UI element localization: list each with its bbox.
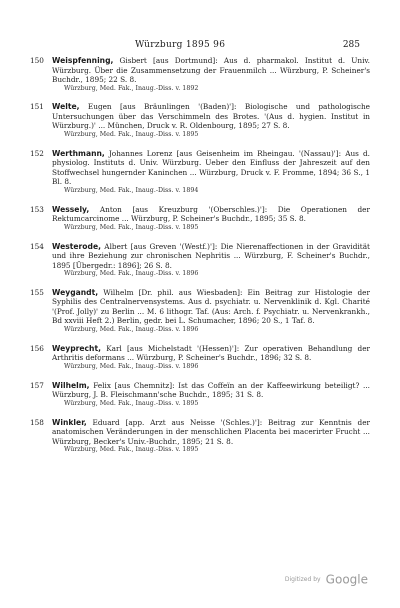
running-title: Würzburg 1895 96 [135, 40, 226, 50]
dissertation-note: Würzburg, Med. Fak., Inaug.-Diss. v. 1895 [64, 446, 199, 454]
entry-citation [52, 381, 370, 400]
citation-text: Gisbert [aus Dortmund]: Aus d. pharmakol. Institut d. Univ. Würzburg. Über die Zusammensetzung der Frauenmilch ... Würzburg, P. Scheiner's Buchdr., 1895; 22 S. 8. [52, 56, 370, 84]
citation-text: Felix [aus Chemnitz]: Ist das Coffeïn an der Kaffeewirkung beteiligt? ... Würzburg, J. B. Fleischmann'sche Buchdr., 1895; 31 S. 8. [52, 380, 370, 400]
dissertation-note: Würzburg, Med. Fak., Inaug.-Diss. v. 1892 [64, 84, 199, 92]
citation-text: Eduard [app. Arzt aus Neisse '(Schles.)']: Beitrag zur Kenntnis der anatomischen Veränderungen in der menschlichen Placenta bei macerirter Frucht ... Würzburg, Becker's Univ.-Buchdr., 1895; 21 S. 8. [52, 417, 370, 446]
dissertation-note: Würzburg, Med. Fak., Inaug.-Diss. v. 1895 [64, 399, 199, 407]
watermark-brand: Google [325, 572, 368, 587]
citation-text: Eugen [aus Bräunlingen '(Baden)']: Biologische und pathologische Untersuchungen über das Verschimmeln des Brotes. '(Aus d. hygien. Institut in Würzburg.)' ... München, Druck v. R. Oldenbourg, 1895; 27 S. 8. [52, 102, 370, 131]
entry-citation [52, 344, 370, 363]
entry-number: 151 [30, 102, 44, 112]
list-item [30, 56, 370, 93]
watermark-prefix: Digitized by [284, 576, 321, 583]
author-name: Wilhelm, [52, 380, 90, 390]
entry-citation [52, 288, 370, 326]
dissertation-note: Würzburg, Med. Fak., Inaug.-Diss. v. 1896 [64, 270, 199, 278]
entry-citation [52, 242, 370, 271]
entry-number: 156 [30, 343, 44, 353]
author-name: Werthmann, [52, 148, 105, 158]
entry-citation [52, 205, 370, 224]
entry-number: 152 [30, 148, 44, 158]
author-name: Weispfenning, [52, 56, 114, 65]
page-number: 285 [342, 40, 360, 50]
entry-number: 157 [30, 380, 44, 390]
list-item [30, 149, 370, 196]
entry-citation [52, 149, 370, 187]
dissertation-note: Würzburg, Med. Fak., Inaug.-Diss. v. 1895 [64, 223, 199, 231]
entry-list [30, 56, 370, 464]
dissertation-note: Würzburg, Med. Fak., Inaug.-Diss. v. 1895 [64, 130, 199, 138]
entry-citation [52, 418, 370, 447]
entry-number: 154 [30, 241, 44, 251]
citation-text: Johannes Lorenz [aus Geisenheim im Rheingau. '(Nassau)']: Aus d. physiolog. Instituts d. Univ. Würzburg. Ueber den Einfluss der Jahreszeit auf den Stoffwechsel hungernder Kaninchen ... Würzburg, Druck v. F. Fromme, 1894; 36 S., 1 Bl. 8. [52, 148, 370, 187]
entry-number: 155 [30, 287, 44, 297]
list-item [30, 102, 370, 139]
dissertation-note: Würzburg, Med. Fak., Inaug.-Diss. v. 1894 [64, 186, 199, 194]
dissertation-note: Würzburg, Med. Fak., Inaug.-Diss. v. 1896 [64, 362, 199, 370]
dissertation-note: Würzburg, Med. Fak., Inaug.-Diss. v. 1896 [64, 325, 199, 333]
entry-number: 150 [30, 56, 44, 65]
google-watermark [285, 569, 368, 588]
entry-citation [52, 56, 370, 85]
author-name: Welte, [52, 102, 80, 112]
citation-text: Anton [aus Kreuzburg '(Oberschles.)']: Die Operationen der Rektumcarcinome ... Würzburg, P. Scheiner's Buchdr., 1895; 35 S. 8. [52, 204, 370, 224]
author-name: Weygandt, [52, 287, 99, 297]
author-name: Westerode, [52, 241, 101, 251]
list-item [30, 418, 370, 455]
list-item [30, 381, 370, 409]
citation-text: Karl [aus Michelstadt '(Hessen)']: Zur operativen Behandlung der Arthritis deformans ... Würzburg, P. Scheiner's Buchdr., 1896; 32 S. 8. [52, 343, 370, 363]
entry-citation [52, 102, 370, 131]
author-name: Wessely, [52, 204, 90, 214]
citation-text: Wilhelm [Dr. phil. aus Wiesbaden]: Ein Beitrag zur Histologie der Syphilis des Centralnervensystems. Aus d. psychiatr. u. Nervenklinik d. Kgl. Charité '(Prof. Jolly)' zu Berlin ... M. 6 lithogr. Taf. (Aus: Arch. f. Psychiatr. u. Nervenkrankh., Bd xxviii Heft 2.) Berlin, gedr. bei L. Schumacher, 1896; 20 S., 1 Taf. 8. [52, 287, 370, 326]
list-item [30, 205, 370, 233]
list-item [30, 288, 370, 335]
list-item [30, 242, 370, 279]
entry-number: 153 [30, 204, 44, 214]
list-item [30, 344, 370, 372]
entry-number: 158 [30, 417, 44, 427]
author-name: Weyprecht, [52, 343, 101, 353]
citation-text: Albert [aus Greven '(Westf.)']: Die Nierenaffectionen in der Gravidität und ihre Beziehung zur chronischen Nephritis ... Würzburg, F. Scheiner's Buchdr., 1895 [Übergedr.: 1896]; 26 S. 8. [52, 241, 370, 270]
author-name: Winkler, [52, 417, 87, 427]
